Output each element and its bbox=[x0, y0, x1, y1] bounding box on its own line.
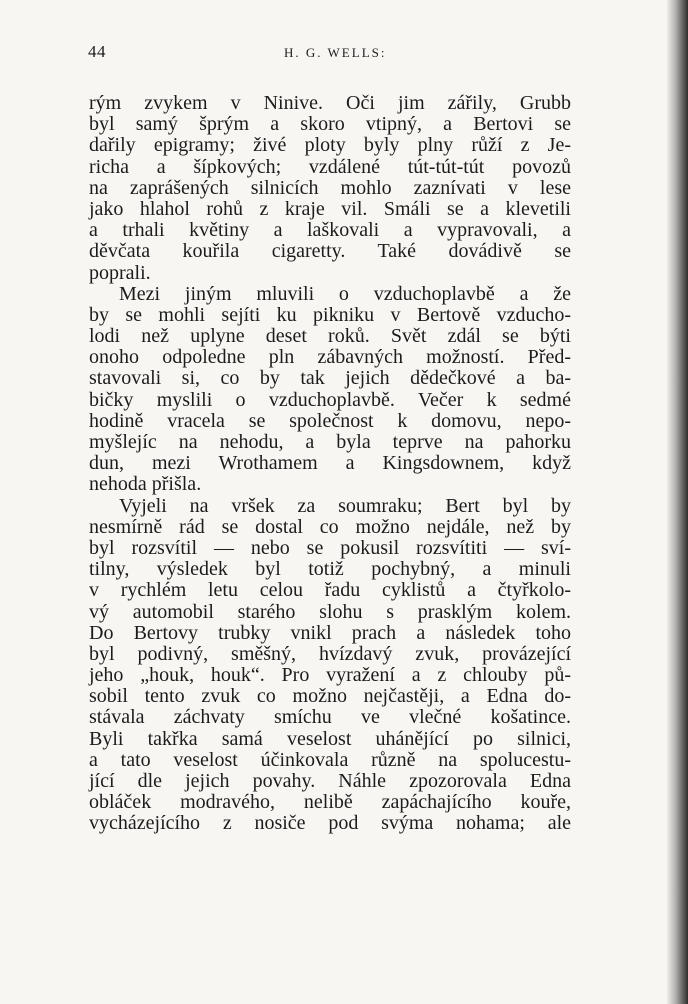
paragraph-end-line: poprali. bbox=[89, 261, 151, 284]
text-line: richa a šípkových; vzdálené tút-tút-tút povozů bbox=[89, 155, 571, 178]
text-line: na zaprášených silnicích mohlo zaznívati v lese bbox=[89, 176, 571, 199]
page-number: 44 bbox=[88, 42, 106, 61]
text-line: jako hlahol rohů z kraje vil. Smáli se a klevetili bbox=[89, 197, 571, 220]
text-line: vycházejícího z nosiče pod svýma nohama; ale bbox=[89, 812, 571, 835]
text-line: rým zvykem v Ninive. Oči jim zářily, Grubb bbox=[89, 92, 571, 114]
text-line: obláček modravého, nelibě zapáchajícího kouře, bbox=[89, 791, 571, 814]
text-line: stávala záchvaty smíchu ve vlečné košatince. bbox=[89, 706, 571, 729]
paragraph-end-line: nehoda přišla. bbox=[89, 473, 202, 496]
text-line: nesmírně rád se dostal co možno nejdále, než by bbox=[89, 515, 571, 538]
text-line: dun, mezi Wrothamem a Kingsdownem, když bbox=[89, 452, 571, 475]
text-line: Do Bertovy trubky vnikl prach a následek toho bbox=[89, 621, 571, 644]
text-line: děvčata kouřila cigaretty. Také dovádivě se bbox=[89, 240, 571, 263]
text-line: byl samý šprým a skoro vtipný, a Bertovi se bbox=[89, 113, 571, 136]
text-line: a tato veselost účinkovala různě na spolucestu- bbox=[89, 748, 571, 771]
text-line: onoho odpoledne pln zábavných možností. Před- bbox=[89, 346, 571, 369]
text-line: by se mohli sejíti ku pikniku v Bertově vzducho- bbox=[89, 303, 571, 326]
text-line: v rychlém letu celou řadu cyklistů a čtyřkolo- bbox=[89, 579, 571, 602]
body-text bbox=[89, 93, 571, 835]
text-line: sobil tento zvuk co možno nejčastěji, a Edna do- bbox=[89, 685, 571, 708]
text-line: hodině vracela se společnost k domovu, nepo- bbox=[89, 409, 571, 432]
text-line: myšlejíc na nehodu, a byla teprve na pahorku bbox=[89, 431, 571, 453]
text-line: jící dle jejich povahy. Náhle zpozorovala Edna bbox=[89, 770, 571, 792]
text-line: lodi než uplyne deset roků. Svět zdál se býti bbox=[89, 325, 571, 348]
text-line: byl rozsvítil — nebo se pokusil rozsvítiti — sví- bbox=[89, 536, 571, 559]
paragraph-first-line: Vyjeli na vršek za soumraku; Bert byl by bbox=[119, 494, 571, 517]
text-line: byl podivný, směšný, hvízdavý zvuk, provázející bbox=[89, 642, 571, 665]
text-line: tilny, výsledek byl totiž pochybný, a minuli bbox=[89, 558, 571, 581]
text-line: dařily epigramy; živé ploty byly plny růží z Je- bbox=[89, 134, 571, 157]
page-header bbox=[88, 42, 568, 66]
text-line: jeho „houk, houk“. Pro vyražení a z chlouby pů- bbox=[89, 664, 571, 687]
text-line: Byli takřka samá veselost uhánějící po silnici, bbox=[89, 727, 571, 750]
text-line: bičky myslili o vzduchoplavbě. Večer k sedmé bbox=[89, 388, 571, 411]
page-binding-shadow bbox=[666, 0, 688, 1004]
running-head: H. G. WELLS: bbox=[284, 45, 387, 60]
text-line: stavovali si, co by tak jejich dědečkové a ba- bbox=[89, 367, 571, 390]
paragraph-first-line: Mezi jiným mluvili o vzduchoplavbě a že bbox=[119, 282, 571, 305]
text-line: a trhali květiny a laškovali a vypravovali, a bbox=[89, 219, 571, 242]
text-line: vý automobil starého slohu s prasklým kolem. bbox=[89, 600, 571, 623]
